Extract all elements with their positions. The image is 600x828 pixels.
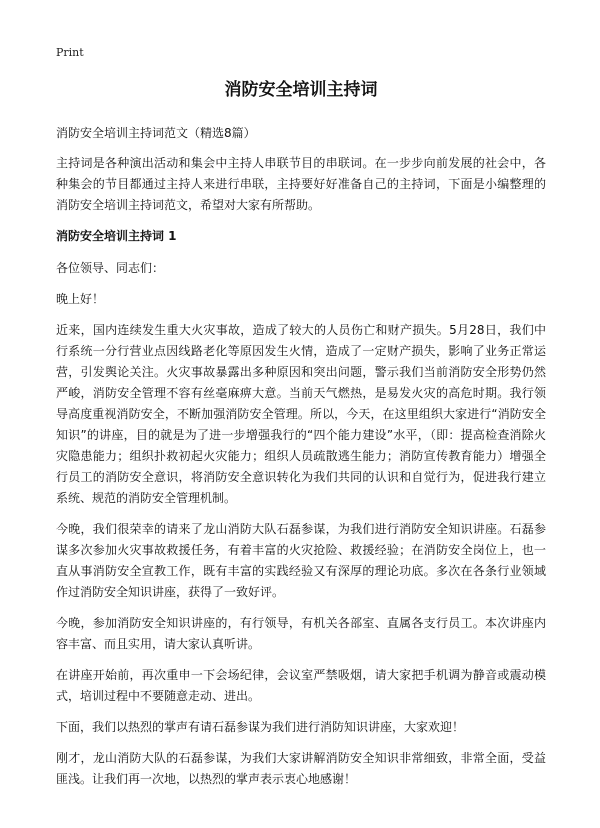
document-body (56, 78, 546, 800)
discipline-paragraph: 在讲座开始前，再次重申一下会场纪律，会议室严禁吸烟，请大家把手机调为静音或震动模式，培训过程中不要随意走动、进出。 (56, 668, 546, 703)
greeting-paragraph: 各位领导、同志们： (56, 261, 165, 275)
thanks-paragraph: 刚才，龙山消防大队的石磊参谋，为我们大家讲解消防安全知识非常细致，非常全面，受益匪浅。让我们再一次地，以热烈的掌声表示衷心地感谢！ (56, 751, 546, 786)
page-title: 消防安全培训主持词 (224, 80, 378, 100)
welcome-paragraph: 下面，我们以热烈的掌声有请石磊参谋为我们进行消防知识讲座，大家欢迎！ (56, 720, 465, 734)
audience-paragraph: 今晚，参加消防安全知识讲座的，有行领导，有机关各部室、直属各支行员工。本次讲座内容丰富、而且实用，请大家认真听讲。 (56, 616, 546, 651)
speaker-intro-paragraph: 今晚，我们很荣幸的请来了龙山消防大队石磊参谋，为我们进行消防安全知识讲座。石磊参谋多次参加火灾事故救援任务，有着丰富的火灾抢险、救援经验；在消防安全岗位上，也一直从事消防安全宣教工作，既有丰富的实践经验又有深厚的理论功底。多次在各条行业领域作过消防安全知识讲座，获得了一致好评。 (56, 522, 546, 599)
print-link[interactable]: Print (56, 46, 84, 59)
section-heading: 消防安全培训主持词 1 (56, 229, 177, 243)
evening-greeting-paragraph: 晚上好！ (56, 292, 105, 306)
background-paragraph: 近来，国内连续发生重大火灾事故，造成了较大的人员伤亡和财产损失。5月28日，我们中行系统一分行营业点因线路老化等原因发生火情，造成了一定财产损失，影响了业务正常运营，引发舆论关注。火灾事故暴露出多种原因和突出问题，警示我们当前消防安全形势仍然严峻，消防安全管理不容有丝毫麻痹大意。当前天气燃热，是易发火灾的高危时期。我行领导高度重视消防安全，不断加强消防安全管理。所以，今天，在这里组织大家进行“消防安全知识”的讲座，目的就是为了进一步增强我行的“四个能力建设”水平，（即：提高检查消除火灾隐患能力；组织扑救初起火灾能力；组织人员疏散逃生能力；消防宣传教育能力）增强全行员工的消防安全意识，将消防安全意识转化为我们共同的认识和自觉行为，促进我行建立系统、规范的消防安全管理机制。 (56, 323, 546, 505)
intro-paragraph: 主持词是各种演出活动和集会中主持人串联节目的串联词。在一步步向前发展的社会中，各种集会的节目都通过主持人来进行串联，主持要好好准备自己的主持词，下面是小编整理的消防安全培训主持词范文，希望对大家有所帮助。 (56, 156, 546, 212)
document-subtitle: 消防安全培训主持词范文（精选8篇） (56, 126, 256, 140)
